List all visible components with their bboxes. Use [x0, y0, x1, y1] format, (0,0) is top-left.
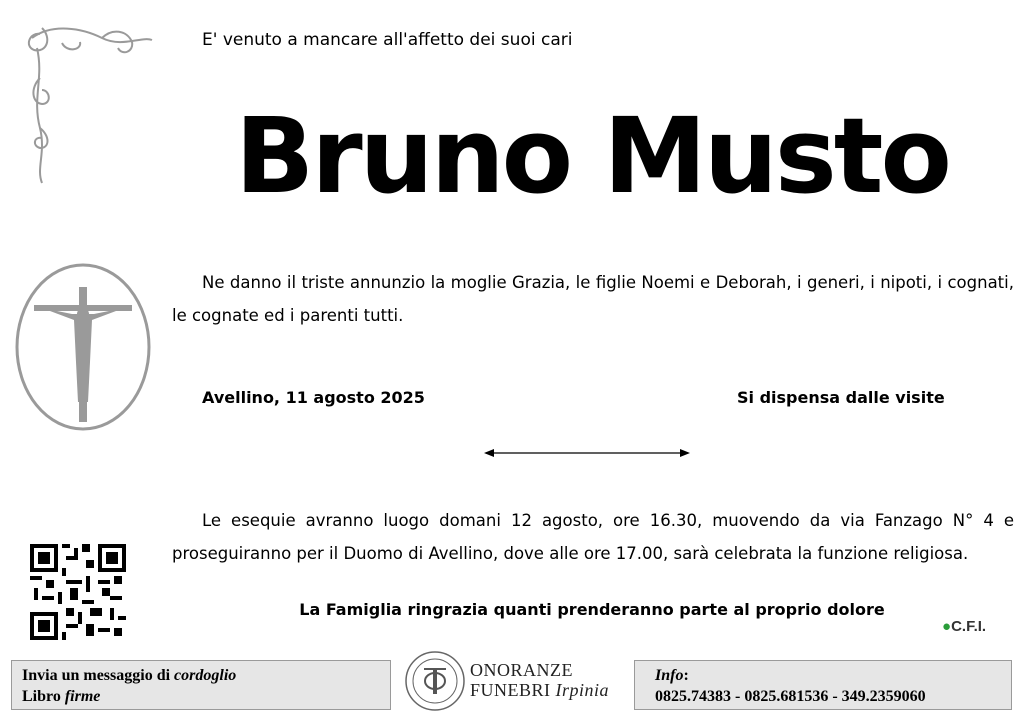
brand-name [470, 660, 609, 700]
send-condolence-link[interactable]: Invia un messaggio di cordoglio [22, 667, 237, 684]
funeral-paragraph: Le esequie avranno luogo domani 12 agosto, ore 16.30, muovendo da via Fanzago N° 4 e proseguiranno per il Duomo di Avellino, dove alle ore 17.00, sarà celebrata la funzione religiosa. [172, 511, 1014, 563]
place-date: Avellino, 11 agosto 2025 [202, 388, 425, 407]
crucifix-icon [14, 262, 152, 432]
qr-code-icon[interactable] [30, 544, 126, 640]
condolence-box[interactable] [11, 660, 391, 710]
guestbook-link[interactable]: Libro firme [22, 688, 101, 705]
deceased-name: Bruno Musto [235, 95, 949, 217]
no-visits-note: Si dispensa dalle visite [737, 388, 945, 407]
announcement-paragraph: Ne danno il triste annunzio la moglie Grazia, le figlie Noemi e Deborah, i generi, i nipoti, i cognati, le cognate ed i parenti tutti. [172, 273, 1014, 325]
cfi-logo-icon: ●C.F.I. [942, 618, 987, 635]
info-box [634, 660, 1012, 710]
cfi-text: C.F.I. [951, 618, 987, 635]
onoranze-logo-icon [404, 650, 466, 712]
double-arrow-divider [482, 446, 692, 460]
info-label: Info: [655, 667, 689, 684]
brand-line-2: FUNEBRI Irpinia [470, 680, 610, 700]
family-thanks: La Famiglia ringrazia quanti prenderanno parte al proprio dolore [299, 600, 885, 619]
brand-line-1: ONORANZE [470, 660, 573, 680]
intro-line: E' venuto a mancare all'affetto dei suoi cari [202, 30, 573, 50]
phone-numbers[interactable]: 0825.74383 - 0825.681536 - 349.2359060 [655, 688, 926, 705]
